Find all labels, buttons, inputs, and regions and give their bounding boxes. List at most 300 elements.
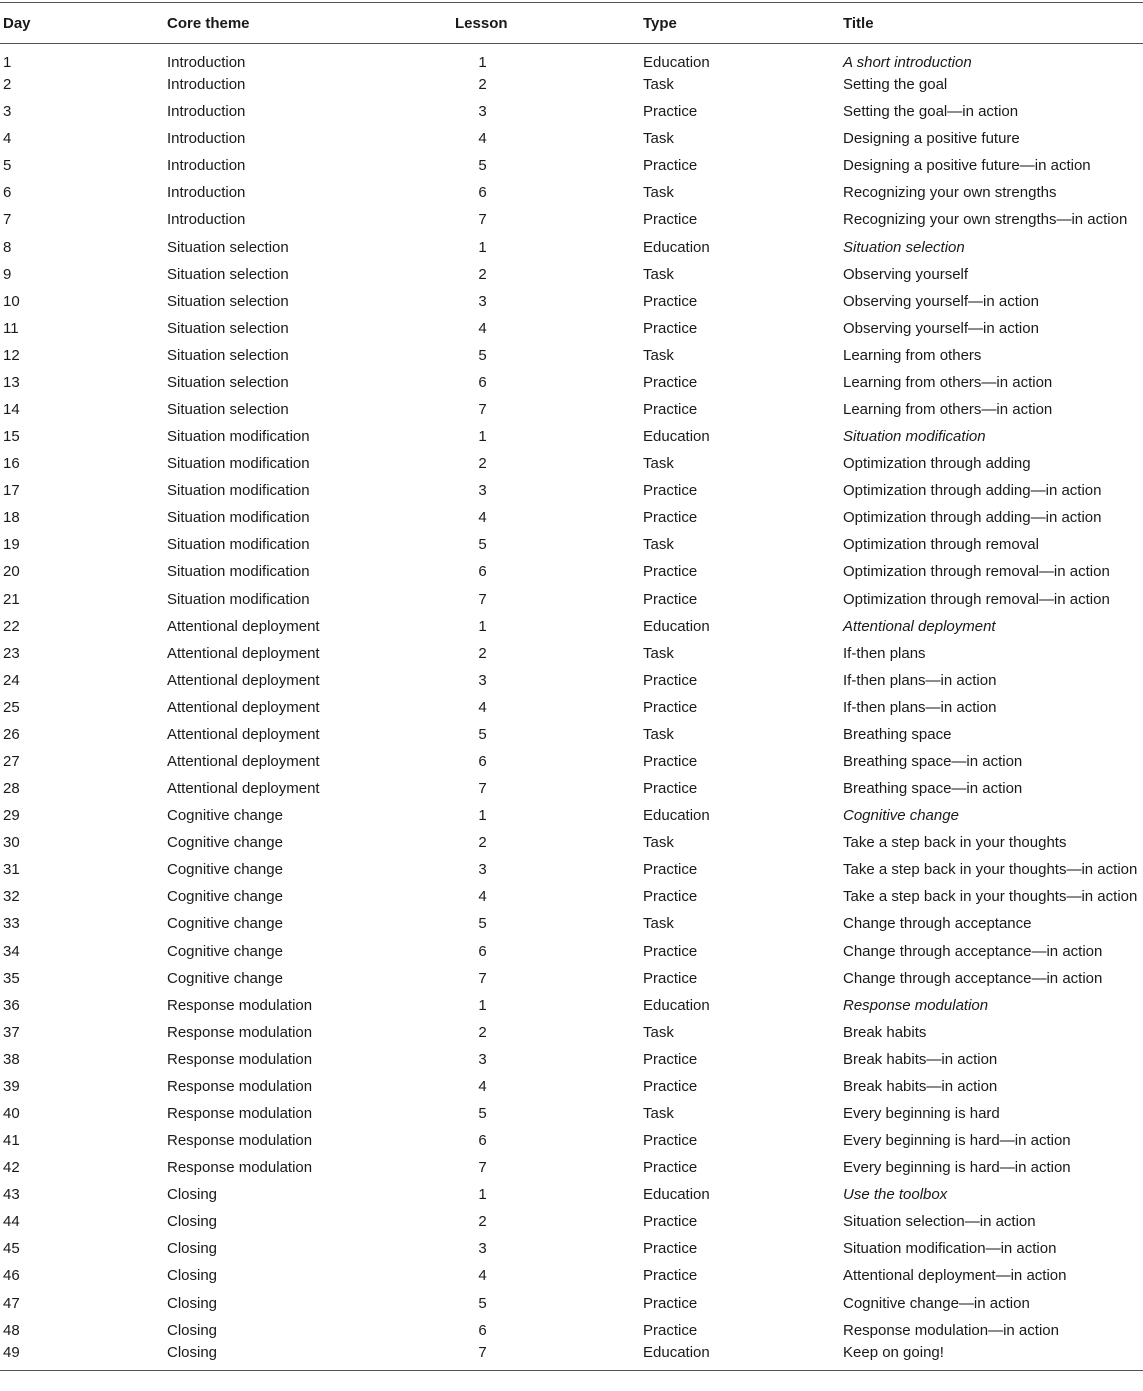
table-row [0, 98, 1143, 125]
table-row [0, 1235, 1143, 1262]
cell-title: Every beginning is hard—in action [843, 1159, 1071, 1177]
cell-type: Practice [643, 1132, 698, 1150]
cell-lesson-value: 4 [478, 319, 487, 337]
cell-title: Optimization through removal—in action [843, 590, 1110, 608]
cell-lesson-value: 1 [478, 54, 487, 71]
cell-lesson [455, 1317, 643, 1344]
cell-title: Breathing space—in action [843, 752, 1023, 770]
table-row [0, 721, 1143, 748]
cell-day: 42 [3, 1159, 20, 1177]
cell-title: If-then plans [843, 644, 926, 662]
cell-day: 6 [3, 184, 12, 202]
cell-type: Task [643, 536, 674, 554]
cell-lesson [455, 315, 643, 342]
cell-type: Practice [643, 563, 698, 581]
cell-day: 26 [3, 725, 20, 743]
table-row [0, 802, 1143, 829]
cell-lesson [455, 71, 643, 98]
table-row [0, 369, 1143, 396]
cell-day: 44 [3, 1213, 20, 1231]
cell-lesson-value: 5 [478, 1105, 487, 1122]
table-row [0, 1181, 1143, 1208]
cell-lesson [455, 910, 643, 937]
cell-lesson [455, 640, 643, 667]
cell-core-theme: Situation modification [167, 482, 310, 500]
cell-title: Attentional deployment—in action [843, 1267, 1067, 1285]
cell-title: Break habits—in action [843, 1077, 998, 1095]
cell-day: 22 [3, 617, 20, 635]
cell-core-theme: Cognitive change [167, 942, 283, 960]
cell-type: Practice [643, 1267, 698, 1285]
table-row [0, 694, 1143, 721]
cell-lesson-value: 5 [478, 346, 487, 364]
cell-type: Education [643, 1344, 843, 1371]
cell-title: Take a step back in your thoughts—in action [843, 888, 1138, 906]
cell-lesson [455, 369, 643, 396]
cell-core-theme: Situation selection [167, 265, 289, 283]
cell-day: 7 [3, 211, 12, 229]
cell-lesson-value: 2 [478, 1213, 487, 1231]
table-row [0, 748, 1143, 775]
cell-core-theme: Attentional deployment [167, 780, 320, 798]
table-row [0, 531, 1143, 558]
cell-type: Practice [643, 103, 698, 121]
cell-lesson [455, 856, 643, 883]
cell-lesson-value: 6 [478, 373, 487, 391]
cell-core-theme: Response modulation [167, 1159, 313, 1177]
cell-day: 34 [3, 942, 20, 960]
cell-core-theme: Response modulation [167, 1050, 313, 1068]
table-row [0, 1344, 1143, 1371]
cell-core-theme: Situation modification [167, 563, 310, 581]
cell-lesson [455, 450, 643, 477]
cell-day: 33 [3, 915, 20, 933]
cell-day: 13 [3, 373, 20, 391]
cell-day: 29 [3, 807, 20, 825]
cell-lesson [455, 1262, 643, 1289]
table-row [0, 396, 1143, 423]
cell-day: 38 [3, 1050, 20, 1068]
cell-core-theme: Introduction [167, 157, 246, 175]
cell-type: Education [643, 428, 710, 446]
cell-lesson [455, 694, 643, 721]
cell-type: Education [643, 617, 710, 635]
cell-lesson-value: 2 [478, 1023, 487, 1041]
header-row [0, 3, 1143, 44]
cell-title: Recognizing your own strengths [843, 184, 1057, 202]
cell-day: 31 [3, 861, 20, 879]
cell-lesson [455, 1344, 643, 1371]
cell-lesson [455, 1100, 643, 1127]
table-row [0, 206, 1143, 233]
cell-core-theme: Attentional deployment [167, 671, 320, 689]
table-row [0, 558, 1143, 585]
cell-lesson-value: 4 [478, 509, 487, 527]
cell-title: Cognitive change [843, 807, 959, 825]
cell-type: Task [643, 346, 674, 364]
header-core-theme: Core theme [167, 3, 455, 44]
cell-lesson-value: 2 [478, 834, 487, 852]
cell-core-theme: Situation selection [167, 400, 289, 418]
table-row [0, 152, 1143, 179]
cell-lesson-value: 7 [478, 1344, 487, 1362]
cell-type: Practice [643, 509, 698, 527]
cell-lesson [455, 1208, 643, 1235]
cell-core-theme: Introduction [167, 184, 246, 202]
cell-type: Practice [643, 400, 698, 418]
cell-core-theme: Situation modification [167, 509, 310, 527]
cell-title: Use the toolbox [843, 1186, 948, 1204]
cell-lesson [455, 288, 643, 315]
cell-title: If-then plans—in action [843, 671, 997, 689]
cell-type: Education [643, 1186, 710, 1204]
cell-lesson [455, 179, 643, 206]
cell-core-theme: Situation modification [167, 428, 310, 446]
cell-core-theme: Situation modification [167, 590, 310, 608]
cell-day: 41 [3, 1132, 20, 1150]
cell-title: Optimization through adding [843, 455, 1031, 473]
cell-title: Designing a positive future—in action [843, 157, 1091, 175]
cell-lesson-value: 1 [478, 617, 487, 635]
cell-day: 16 [3, 455, 20, 473]
table-row [0, 1208, 1143, 1235]
cell-title: Change through acceptance—in action [843, 942, 1103, 960]
cell-type: Practice [643, 1159, 698, 1177]
cell-type: Task [643, 76, 674, 94]
cell-lesson-value: 1 [478, 996, 487, 1014]
cell-day: 40 [3, 1105, 20, 1122]
cell-lesson-value: 3 [478, 1240, 487, 1258]
cell-lesson [455, 1073, 643, 1100]
cell-core-theme: Attentional deployment [167, 752, 320, 770]
cell-lesson [455, 152, 643, 179]
table-row [0, 640, 1143, 667]
cell-type: Practice [643, 1077, 698, 1095]
cell-type: Practice [643, 1294, 698, 1312]
cell-lesson [455, 423, 643, 450]
cell-type: Practice [643, 1240, 698, 1258]
table-row [0, 965, 1143, 992]
cell-title: Situation selection [843, 238, 965, 256]
cell-title: Situation selection—in action [843, 1213, 1036, 1231]
cell-day: 17 [3, 482, 20, 500]
cell-type: Task [643, 725, 674, 743]
cell-title: Take a step back in your thoughts [843, 834, 1067, 852]
cell-core-theme: Closing [167, 1344, 455, 1371]
cell-title: Optimization through adding—in action [843, 482, 1102, 500]
cell-title: A short introduction [843, 54, 972, 71]
cell-lesson-value: 6 [478, 184, 487, 202]
cell-day: 35 [3, 969, 20, 987]
cell-type: Practice [643, 780, 698, 798]
cell-core-theme: Situation selection [167, 238, 289, 256]
cell-core-theme: Closing [167, 1267, 218, 1285]
cell-core-theme: Situation selection [167, 292, 289, 310]
cell-lesson [455, 1019, 643, 1046]
cell-title: Observing yourself [843, 265, 969, 283]
cell-day: 10 [3, 292, 20, 310]
cell-type: Task [643, 265, 674, 283]
cell-type: Practice [643, 1321, 698, 1339]
cell-day: 21 [3, 590, 20, 608]
cell-core-theme: Attentional deployment [167, 698, 320, 716]
cell-lesson-value: 6 [478, 752, 487, 770]
cell-title: Breathing space—in action [843, 780, 1023, 798]
cell-title: Optimization through adding—in action [843, 509, 1102, 527]
cell-type: Task [643, 915, 674, 933]
cell-type: Practice [643, 1213, 698, 1231]
cell-day: 15 [3, 428, 20, 446]
cell-core-theme: Closing [167, 1240, 218, 1258]
cell-core-theme: Situation selection [167, 319, 289, 337]
cell-day: 24 [3, 671, 20, 689]
cell-lesson-value: 6 [478, 563, 487, 581]
table-row [0, 288, 1143, 315]
cell-lesson [455, 261, 643, 288]
cell-type: Practice [643, 969, 698, 987]
cell-day: 30 [3, 834, 20, 852]
cell-core-theme: Introduction [167, 211, 246, 229]
cell-day: 39 [3, 1077, 20, 1095]
cell-lesson-value: 6 [478, 942, 487, 960]
cell-type: Education [643, 238, 710, 256]
cell-title: Break habits [843, 1023, 927, 1041]
cell-lesson [455, 531, 643, 558]
cell-title: Observing yourself—in action [843, 292, 1039, 310]
cell-core-theme: Response modulation [167, 1077, 313, 1095]
cell-core-theme: Closing [167, 1321, 218, 1339]
table-row [0, 179, 1143, 206]
cell-lesson [455, 125, 643, 152]
cell-lesson [455, 667, 643, 694]
cell-lesson-value: 1 [478, 238, 487, 256]
cell-lesson-value: 4 [478, 1077, 487, 1095]
cell-day: 43 [3, 1186, 20, 1204]
table-row [0, 1019, 1143, 1046]
cell-lesson-value: 7 [478, 1159, 487, 1177]
cell-lesson-value: 7 [478, 400, 487, 418]
cell-title: Situation modification—in action [843, 1240, 1057, 1258]
cell-title: Cognitive change—in action [843, 1294, 1030, 1312]
table-row [0, 1127, 1143, 1154]
cell-core-theme: Cognitive change [167, 969, 283, 987]
table-row [0, 775, 1143, 802]
table-row [0, 938, 1143, 965]
cell-lesson [455, 396, 643, 423]
table-body [0, 44, 1143, 1371]
table-row [0, 829, 1143, 856]
cell-lesson-value: 6 [478, 1321, 487, 1339]
table-row [0, 315, 1143, 342]
cell-day: 46 [3, 1267, 20, 1285]
cell-core-theme: Closing [167, 1294, 218, 1312]
cell-title: Response modulation—in action [843, 1321, 1059, 1339]
cell-lesson [455, 802, 643, 829]
table-row [0, 856, 1143, 883]
cell-lesson-value: 4 [478, 888, 487, 906]
cell-lesson-value: 5 [478, 915, 487, 933]
cell-title: Optimization through removal [843, 536, 1039, 554]
lesson-schedule-table [0, 2, 1143, 1371]
cell-day: 25 [3, 698, 20, 716]
cell-core-theme: Attentional deployment [167, 644, 320, 662]
cell-lesson-value: 2 [478, 644, 487, 662]
table-row [0, 233, 1143, 260]
cell-core-theme: Cognitive change [167, 834, 283, 852]
header-lesson: Lesson [455, 3, 643, 44]
header-title: Title [843, 3, 1143, 44]
table-row [0, 667, 1143, 694]
cell-title: Situation modification [843, 428, 986, 446]
table-row [0, 342, 1143, 369]
cell-title: Change through acceptance [843, 915, 1032, 933]
cell-lesson [455, 206, 643, 233]
cell-lesson-value: 2 [478, 455, 487, 473]
table-row [0, 992, 1143, 1019]
header-day: Day [0, 3, 167, 44]
header-type: Type [643, 3, 843, 44]
cell-title: Every beginning is hard—in action [843, 1132, 1071, 1150]
cell-type: Practice [643, 942, 698, 960]
cell-title: Learning from others—in action [843, 400, 1053, 418]
cell-title: Breathing space [843, 725, 952, 743]
cell-core-theme: Cognitive change [167, 861, 283, 879]
cell-title: Every beginning is hard [843, 1105, 1000, 1122]
cell-lesson [455, 748, 643, 775]
cell-day: 32 [3, 888, 20, 906]
table-row [0, 477, 1143, 504]
cell-type: Practice [643, 157, 698, 175]
cell-core-theme: Attentional deployment [167, 617, 320, 635]
cell-lesson-value: 2 [478, 76, 487, 94]
cell-lesson-value: 4 [478, 698, 487, 716]
cell-title: Learning from others—in action [843, 373, 1053, 391]
cell-day: 2 [3, 76, 12, 94]
table-row [0, 44, 1143, 72]
cell-core-theme: Response modulation [167, 996, 313, 1014]
cell-lesson-value: 3 [478, 861, 487, 879]
cell-core-theme: Introduction [167, 54, 246, 71]
cell-type: Task [643, 1105, 674, 1122]
table-row [0, 125, 1143, 152]
cell-lesson [455, 883, 643, 910]
cell-lesson-value: 1 [478, 807, 487, 825]
cell-lesson-value: 3 [478, 671, 487, 689]
cell-type: Practice [643, 590, 698, 608]
table-header [0, 3, 1143, 44]
cell-type: Task [643, 455, 674, 473]
cell-type: Practice [643, 373, 698, 391]
cell-core-theme: Attentional deployment [167, 725, 320, 743]
cell-title: Keep on going! [843, 1344, 1143, 1371]
table-row [0, 1046, 1143, 1073]
cell-type: Task [643, 1023, 674, 1041]
cell-lesson-value: 1 [478, 428, 487, 446]
cell-day: 19 [3, 536, 20, 554]
cell-core-theme: Response modulation [167, 1023, 313, 1041]
cell-title: Setting the goal [843, 76, 948, 94]
cell-day: 23 [3, 644, 20, 662]
cell-core-theme: Closing [167, 1186, 218, 1204]
cell-type: Practice [643, 861, 698, 879]
cell-day: 27 [3, 752, 20, 770]
cell-type: Task [643, 644, 674, 662]
table-row [0, 261, 1143, 288]
cell-title: Setting the goal—in action [843, 103, 1019, 121]
cell-core-theme: Situation selection [167, 373, 289, 391]
cell-core-theme: Introduction [167, 130, 246, 148]
cell-type: Practice [643, 752, 698, 770]
cell-day: 5 [3, 157, 12, 175]
cell-day: 48 [3, 1321, 20, 1339]
cell-lesson-value: 5 [478, 1294, 487, 1312]
cell-lesson [455, 504, 643, 531]
table-row [0, 504, 1143, 531]
cell-title: Change through acceptance—in action [843, 969, 1103, 987]
cell-lesson-value: 3 [478, 103, 487, 121]
cell-core-theme: Cognitive change [167, 807, 283, 825]
cell-day: 9 [3, 265, 12, 283]
cell-core-theme: Closing [167, 1213, 218, 1231]
table-row [0, 1262, 1143, 1289]
cell-lesson [455, 1046, 643, 1073]
cell-lesson-value: 2 [478, 265, 487, 283]
cell-day: 20 [3, 563, 20, 581]
cell-lesson [455, 558, 643, 585]
cell-title: Recognizing your own strengths—in action [843, 211, 1128, 229]
cell-type: Education [643, 54, 710, 71]
cell-day: 14 [3, 400, 20, 418]
cell-lesson [455, 992, 643, 1019]
table-row [0, 585, 1143, 612]
cell-title: Break habits—in action [843, 1050, 998, 1068]
cell-day: 18 [3, 509, 20, 527]
cell-day: 47 [3, 1294, 20, 1312]
cell-lesson-value: 3 [478, 1050, 487, 1068]
cell-lesson [455, 1235, 643, 1262]
cell-lesson [455, 1154, 643, 1181]
cell-type: Practice [643, 888, 698, 906]
cell-lesson [455, 721, 643, 748]
cell-day: 45 [3, 1240, 20, 1258]
table-row [0, 910, 1143, 937]
cell-type: Practice [643, 319, 698, 337]
cell-lesson [455, 342, 643, 369]
cell-lesson-value: 1 [478, 1186, 487, 1204]
cell-core-theme: Introduction [167, 103, 246, 121]
cell-title: If-then plans—in action [843, 698, 997, 716]
cell-lesson-value: 7 [478, 211, 487, 229]
cell-type: Education [643, 807, 710, 825]
cell-type: Practice [643, 698, 698, 716]
cell-lesson [455, 829, 643, 856]
cell-core-theme: Situation selection [167, 346, 289, 364]
table-row [0, 71, 1143, 98]
cell-lesson-value: 4 [478, 130, 487, 148]
cell-lesson [455, 233, 643, 260]
cell-core-theme: Response modulation [167, 1105, 313, 1122]
cell-lesson [455, 965, 643, 992]
cell-type: Task [643, 834, 674, 852]
cell-day: 28 [3, 780, 20, 798]
cell-title: Attentional deployment [843, 617, 996, 635]
cell-type: Task [643, 130, 674, 148]
cell-core-theme: Response modulation [167, 1132, 313, 1150]
cell-day: 11 [3, 319, 19, 337]
cell-lesson-value: 7 [478, 969, 487, 987]
table-row [0, 423, 1143, 450]
cell-type: Practice [643, 671, 698, 689]
